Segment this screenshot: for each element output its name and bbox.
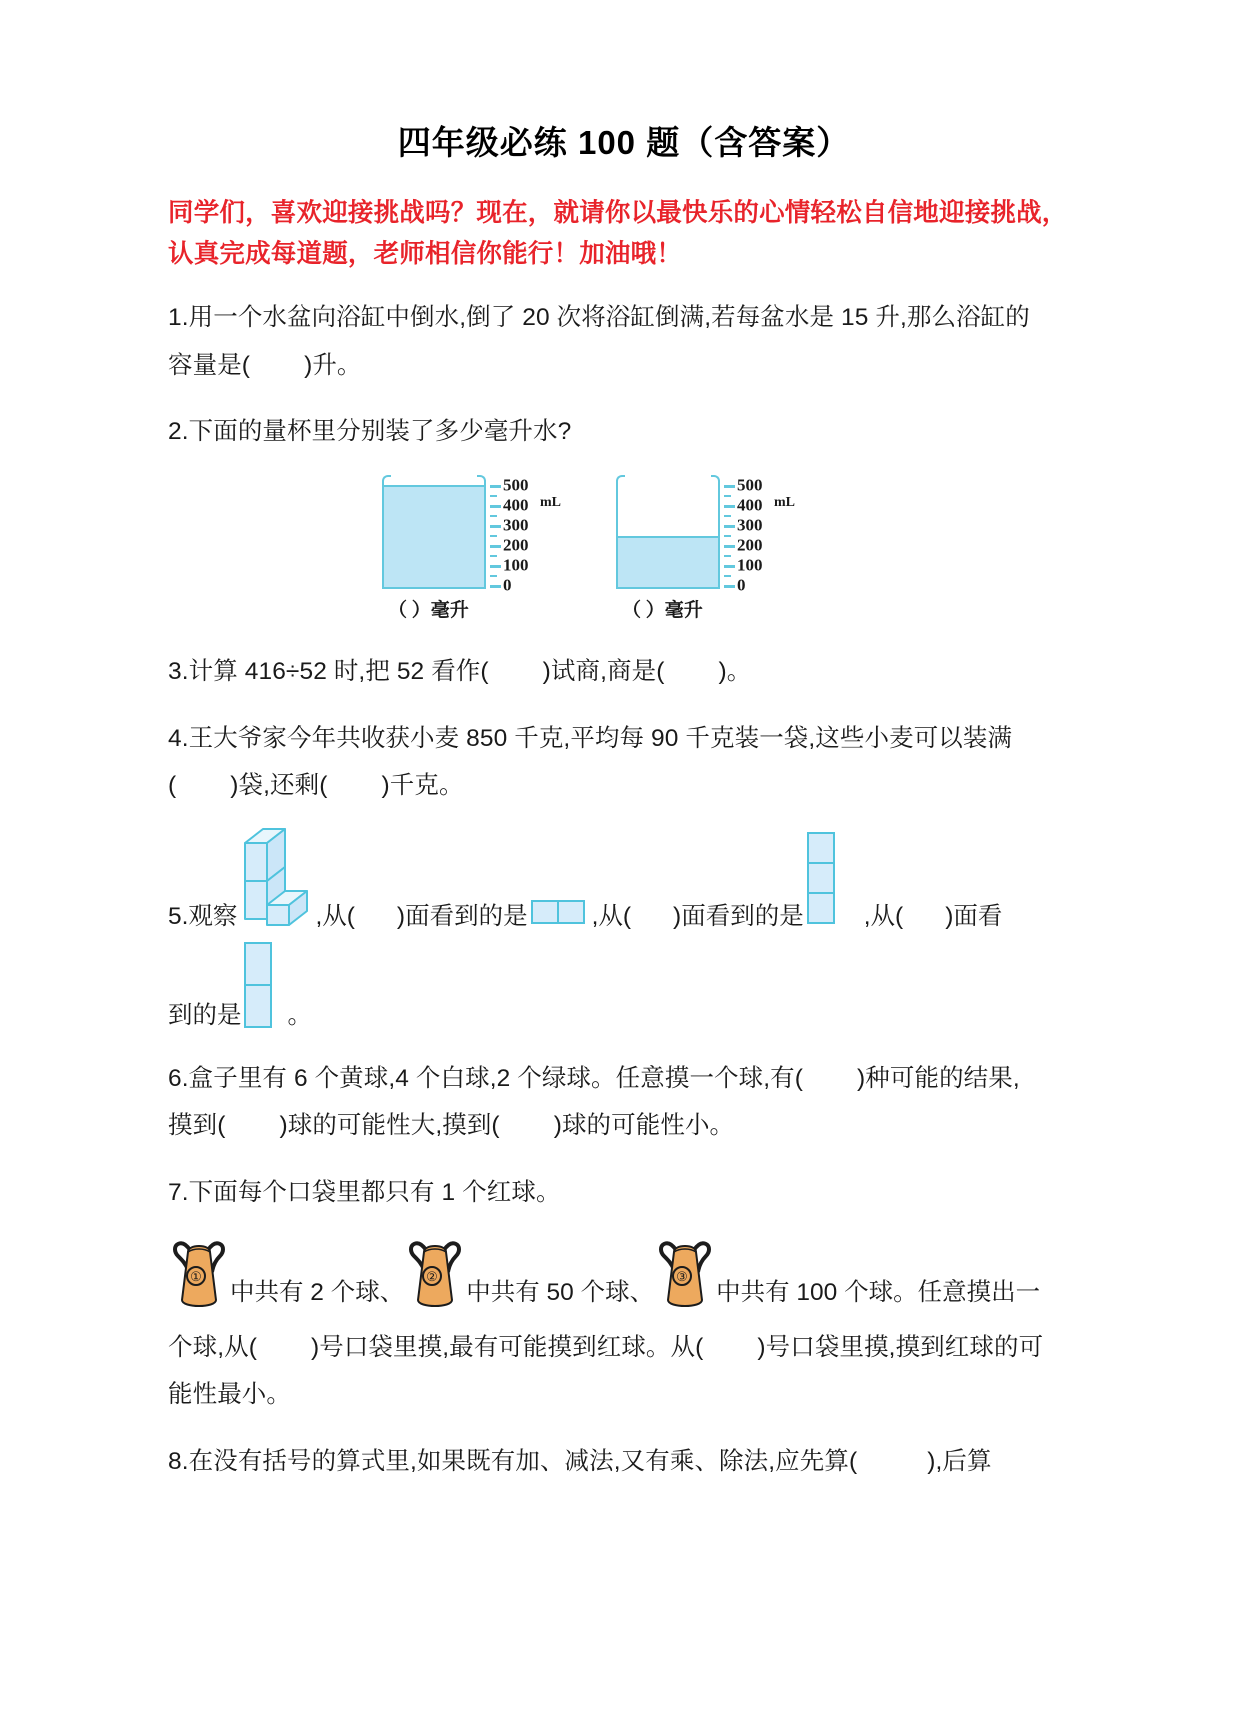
bag-3-text: 中共有 100 个球。任意摸出一: [716, 1279, 1041, 1307]
question-4-line-1: 4.王大爷家今年共收获小麦 850 千克,平均每 90 千克装一袋,这些小麦可以装满: [168, 724, 1013, 752]
question-4-line-2: [168, 762, 1080, 809]
q5-part-6: ,从(: [863, 902, 904, 930]
beaker-left-figure: [382, 475, 561, 595]
beaker-right-unit: mL: [774, 495, 795, 511]
beaker-unit-right: [616, 475, 795, 622]
q4-part-c: )千克。: [381, 771, 464, 799]
view-shape-l-cells-icon: [806, 829, 862, 929]
tick-label-400: 400: [503, 495, 529, 515]
question-5-line-1: [168, 823, 1080, 931]
tick-label-100: 100: [503, 555, 529, 575]
question-1-line-2: [168, 342, 1080, 389]
q7-part-b: )号口袋里摸,最有可能摸到红球。从(: [310, 1334, 704, 1362]
question-5-line-2: [168, 939, 1080, 1033]
beaker-right: [616, 485, 720, 589]
beaker-left-water: [384, 485, 484, 587]
tick-label-500: 500: [503, 475, 529, 495]
beaker-left: [382, 485, 486, 589]
question-8-line-1: [168, 1438, 1080, 1485]
beaker-right-caption: （ ）毫升: [622, 600, 703, 622]
bag-icon-2: [404, 1230, 466, 1314]
q1-blank-suffix: )升。: [304, 351, 362, 379]
q3-part-c: )。: [718, 658, 752, 686]
view-shape-two-cells-icon: [530, 897, 590, 927]
intro-line-2: 认真完成每道题，老师相信你能行！加油哦！: [168, 240, 683, 269]
beaker-left-scale: [490, 475, 561, 595]
q1-blank-prefix: 容量是(: [168, 351, 251, 379]
q6-part-d: )球的可能性大,摸到(: [279, 1112, 500, 1140]
page-content: [168, 0, 1080, 1485]
view-shape-vertical-cells-icon: [243, 939, 287, 1031]
question-5: [168, 823, 1080, 1033]
question-6-line-1: [168, 1055, 1080, 1102]
beaker-figure-group: [382, 475, 1080, 622]
q6-part-a: 6.盒子里有 6 个黄球,4 个白球,2 个绿球。任意摸一个球,有(: [168, 1065, 804, 1093]
q5-part-1: 5.观察: [168, 902, 238, 930]
q7-part-c: )号口袋里摸,摸到红球的可: [757, 1334, 1044, 1362]
question-3: [168, 648, 1080, 695]
page-title: 四年级必练 100 题（含答案）: [397, 124, 851, 161]
question-7-line-3: 能性最小。: [168, 1381, 291, 1409]
beaker-right-figure: [616, 475, 795, 595]
tick-label-0: 0: [503, 575, 512, 595]
intro-paragraph: [168, 193, 1080, 276]
bag-1-number: ①: [190, 1269, 202, 1285]
tick-label-500: 500: [737, 475, 763, 495]
q4-part-a: (: [168, 771, 177, 799]
q5-part-5: )面看到的是: [673, 902, 804, 930]
beaker-left-caption: （ ）毫升: [388, 600, 469, 622]
q5-part-3: )面看到的是: [396, 902, 528, 930]
bag-3-number: ③: [676, 1269, 688, 1285]
q3-part-a: 3.计算 416÷52 时,把 52 看作(: [168, 658, 489, 686]
tick-label-200: 200: [737, 535, 763, 555]
tick-label-100: 100: [737, 555, 763, 575]
q5-part-4: ,从(: [591, 902, 632, 930]
beaker-left-unit: mL: [540, 495, 561, 511]
tick-label-300: 300: [503, 515, 529, 535]
question-4: [168, 715, 1080, 810]
tick-label-300: 300: [737, 515, 763, 535]
question-2-prompt: 2.下面的量杯里分别装了多少毫升水?: [168, 418, 572, 446]
bag-icon-1: [168, 1230, 230, 1314]
q6-part-b: )种可能的结果,: [857, 1065, 1020, 1093]
question-6: [168, 1055, 1080, 1150]
intro-line-1: 同学们，喜欢迎接挑战吗？现在，就请你以最快乐的心情轻松自信地迎接挑战，: [168, 198, 1068, 227]
q5-part-2: ,从(: [315, 902, 355, 930]
beaker-unit-left: [382, 475, 561, 622]
tick-label-200: 200: [503, 535, 529, 555]
q5-part-9: 。: [287, 1002, 312, 1030]
question-1: [168, 294, 1080, 389]
question-7-prompt: 7.下面每个口袋里都只有 1 个红球。: [168, 1178, 561, 1206]
bag-icon-3: [654, 1230, 716, 1314]
q4-part-b: )袋,还剩(: [230, 771, 328, 799]
bag-2-text: 中共有 50 个球、: [466, 1279, 655, 1307]
bag-2-number: ②: [426, 1269, 439, 1285]
q6-part-c: 摸到(: [168, 1112, 226, 1140]
q6-part-e: )球的可能性小。: [553, 1112, 735, 1140]
q8-part-b: ),后算: [927, 1447, 992, 1475]
question-7: [168, 1169, 1080, 1216]
tick-label-400: 400: [737, 495, 763, 515]
q8-part-a: 8.在没有括号的算式里,如果既有加、减法,又有乘、除法,应先算(: [168, 1447, 858, 1475]
bag-figure-row: [168, 1230, 1080, 1314]
q7-part-a: 个球,从(: [168, 1334, 257, 1362]
question-6-line-2: [168, 1102, 1080, 1149]
tick-label-0: 0: [737, 575, 746, 595]
question-2: [168, 408, 1080, 455]
beaker-right-water: [618, 536, 718, 587]
question-8: [168, 1438, 1080, 1485]
q3-part-b: )试商,商是(: [542, 658, 665, 686]
question-1-line-1: 1.用一个水盆向浴缸中倒水,倒了 20 次将浴缸倒满,若每盆水是 15 升,那么浴缸的: [168, 304, 1030, 332]
solid-shape-l-icon: [237, 823, 315, 931]
question-7-continued: [168, 1324, 1080, 1419]
bag-1-text: 中共有 2 个球、: [230, 1279, 405, 1307]
q5-part-8: 到的是: [168, 1002, 242, 1030]
q5-part-7: )面看: [945, 902, 1003, 930]
beaker-right-scale: [724, 475, 795, 595]
question-7-line-2: [168, 1324, 1080, 1371]
